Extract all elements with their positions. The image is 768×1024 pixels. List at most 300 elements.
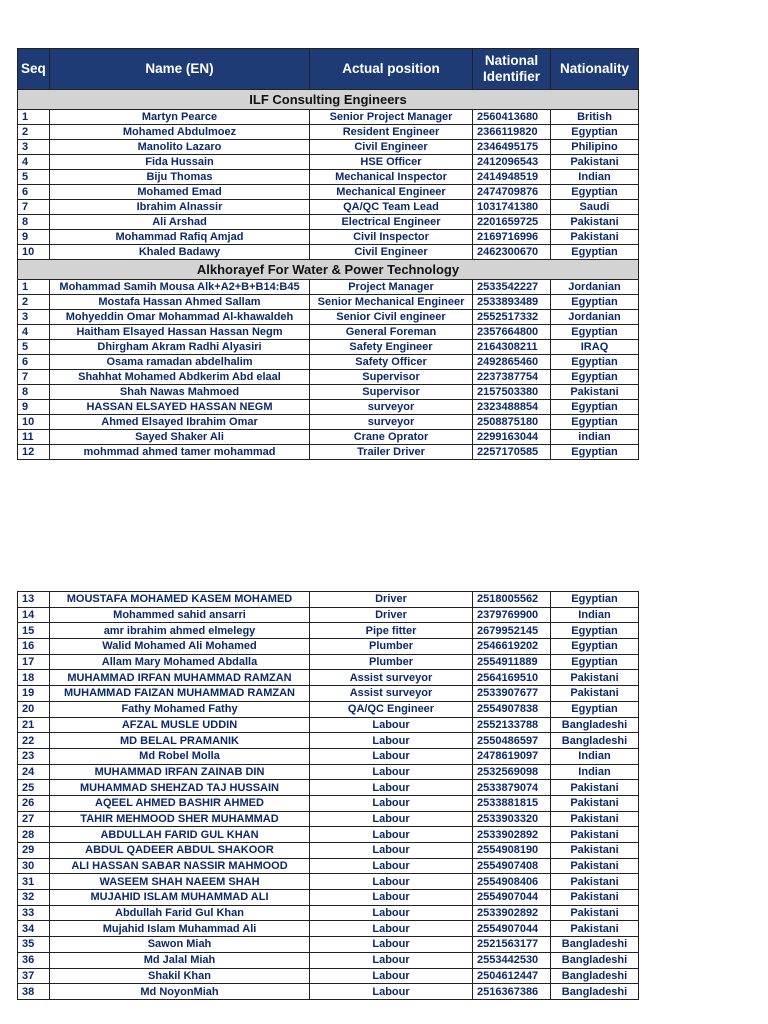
name-cell: Khaled Badawy <box>50 245 310 260</box>
table-row <box>18 400 639 415</box>
seq-cell: 19 <box>18 686 50 702</box>
table-row <box>18 701 639 717</box>
name-cell: Manolito Lazaro <box>50 140 310 155</box>
nationality-cell: Egyptian <box>551 592 639 608</box>
name-cell: Ali Arshad <box>50 215 310 230</box>
table-row <box>18 245 639 260</box>
seq-cell: 6 <box>18 355 50 370</box>
nationality-cell: Egyptian <box>551 415 639 430</box>
name-cell: MUHAMMAD IRFAN ZAINAB DIN <box>50 764 310 780</box>
seq-cell: 8 <box>18 385 50 400</box>
seq-cell: 2 <box>18 295 50 310</box>
name-cell: Mohyeddin Omar Mohammad Al-khawaldeh <box>50 310 310 325</box>
national-id-cell: 2518005562 <box>473 592 551 608</box>
name-cell: Abdullah Farid Gul Khan <box>50 905 310 921</box>
national-id-cell: 2554911889 <box>473 654 551 670</box>
national-id-cell: 2550486597 <box>473 733 551 749</box>
nationality-cell: Egyptian <box>551 370 639 385</box>
name-cell: Osama ramadan abdelhalim <box>50 355 310 370</box>
name-cell: HASSAN ELSAYED HASSAN NEGM <box>50 400 310 415</box>
table-row <box>18 170 639 185</box>
table-row <box>18 370 639 385</box>
national-id-cell: 2533907677 <box>473 686 551 702</box>
national-id-cell: 2237387754 <box>473 370 551 385</box>
name-cell: ABDULLAH FARID GUL KHAN <box>50 827 310 843</box>
nationality-cell: Pakistani <box>551 230 639 245</box>
position-cell: Labour <box>310 937 473 953</box>
table-row <box>18 355 639 370</box>
position-cell: Labour <box>310 780 473 796</box>
seq-cell: 3 <box>18 140 50 155</box>
position-cell: Labour <box>310 890 473 906</box>
position-cell: Labour <box>310 795 473 811</box>
table-row <box>18 748 639 764</box>
nationality-cell: Pakistani <box>551 780 639 796</box>
personnel-table-page-2 <box>17 591 639 1000</box>
position-cell: QA/QC Team Lead <box>310 200 473 215</box>
nationality-cell: Egyptian <box>551 623 639 639</box>
position-cell: Labour <box>310 843 473 859</box>
table-row <box>18 984 639 1000</box>
nationality-cell: Egyptian <box>551 125 639 140</box>
seq-cell: 27 <box>18 811 50 827</box>
national-id-cell: 2554907838 <box>473 701 551 717</box>
position-cell: Electrical Engineer <box>310 215 473 230</box>
seq-cell: 1 <box>18 110 50 125</box>
position-cell: Supervisor <box>310 370 473 385</box>
position-cell: Assist surveyor <box>310 670 473 686</box>
position-cell: General Foreman <box>310 325 473 340</box>
nationality-cell: Bangladeshi <box>551 717 639 733</box>
table-row <box>18 952 639 968</box>
nationality-cell: Pakistani <box>551 874 639 890</box>
national-id-cell: 2533542227 <box>473 280 551 295</box>
position-cell: Driver <box>310 592 473 608</box>
nationality-cell: Egyptian <box>551 325 639 340</box>
table-row <box>18 639 639 655</box>
national-id-cell: 2414948519 <box>473 170 551 185</box>
name-cell: Ahmed Elsayed Ibrahim Omar <box>50 415 310 430</box>
national-id-cell: 2553442530 <box>473 952 551 968</box>
position-cell: surveyor <box>310 400 473 415</box>
seq-cell: 20 <box>18 701 50 717</box>
national-id-cell: 2552517332 <box>473 310 551 325</box>
seq-cell: 12 <box>18 445 50 460</box>
nationality-cell: Pakistani <box>551 811 639 827</box>
position-cell: Trailer Driver <box>310 445 473 460</box>
seq-cell: 25 <box>18 780 50 796</box>
nationality-cell: Pakistani <box>551 921 639 937</box>
name-cell: WASEEM SHAH NAEEM SHAH <box>50 874 310 890</box>
name-cell: AFZAL MUSLE UDDIN <box>50 717 310 733</box>
position-cell: Resident Engineer <box>310 125 473 140</box>
position-cell: Civil Engineer <box>310 245 473 260</box>
name-cell: Md NoyonMiah <box>50 984 310 1000</box>
position-cell: Senior Civil engineer <box>310 310 473 325</box>
table-row <box>18 623 639 639</box>
table-row <box>18 858 639 874</box>
position-cell: Labour <box>310 921 473 937</box>
national-id-cell: 2564169510 <box>473 670 551 686</box>
nationality-cell: Pakistani <box>551 843 639 859</box>
header-name: Name (EN) <box>50 49 310 90</box>
national-id-cell: 2521563177 <box>473 937 551 953</box>
name-cell: Shah Nawas Mahmoed <box>50 385 310 400</box>
seq-cell: 37 <box>18 968 50 984</box>
position-cell: Driver <box>310 607 473 623</box>
name-cell: Walid Mohamed Ali Mohamed <box>50 639 310 655</box>
seq-cell: 8 <box>18 215 50 230</box>
table-row <box>18 968 639 984</box>
position-cell: Labour <box>310 984 473 1000</box>
national-id-cell: 2412096543 <box>473 155 551 170</box>
nationality-cell: Egyptian <box>551 185 639 200</box>
nationality-cell: Indian <box>551 170 639 185</box>
nationality-cell: Saudi <box>551 200 639 215</box>
position-cell: HSE Officer <box>310 155 473 170</box>
nationality-cell: Egyptian <box>551 355 639 370</box>
position-cell: Labour <box>310 717 473 733</box>
seq-cell: 3 <box>18 310 50 325</box>
nationality-cell: Egyptian <box>551 445 639 460</box>
seq-cell: 24 <box>18 764 50 780</box>
national-id-cell: 2516367386 <box>473 984 551 1000</box>
header-nationality: Nationality <box>551 49 639 90</box>
nationality-cell: Bangladeshi <box>551 733 639 749</box>
table-row <box>18 325 639 340</box>
name-cell: Fathy Mohamed Fathy <box>50 701 310 717</box>
nationality-cell: Bangladeshi <box>551 968 639 984</box>
national-id-cell: 2532569098 <box>473 764 551 780</box>
name-cell: amr ibrahim ahmed elmelegy <box>50 623 310 639</box>
seq-cell: 4 <box>18 155 50 170</box>
table-row <box>18 445 639 460</box>
national-id-cell: 2346495175 <box>473 140 551 155</box>
table-row <box>18 795 639 811</box>
position-cell: Labour <box>310 748 473 764</box>
national-id-cell: 2554907044 <box>473 921 551 937</box>
table-row <box>18 843 639 859</box>
seq-cell: 10 <box>18 245 50 260</box>
national-id-cell: 2164308211 <box>473 340 551 355</box>
position-cell: surveyor <box>310 415 473 430</box>
national-id-cell: 2533881815 <box>473 795 551 811</box>
nationality-cell: Egyptian <box>551 245 639 260</box>
table-row <box>18 310 639 325</box>
name-cell: Mohamed Abdulmoez <box>50 125 310 140</box>
group-header-row <box>18 260 639 280</box>
company-name: ILF Consulting Engineers <box>18 90 639 110</box>
nationality-cell: Pakistani <box>551 890 639 906</box>
national-id-cell: 2504612447 <box>473 968 551 984</box>
position-cell: Labour <box>310 874 473 890</box>
seq-cell: 31 <box>18 874 50 890</box>
nationality-cell: Pakistani <box>551 795 639 811</box>
name-cell: Md Robel Molla <box>50 748 310 764</box>
name-cell: Shakil Khan <box>50 968 310 984</box>
name-cell: MUHAMMAD IRFAN MUHAMMAD RAMZAN <box>50 670 310 686</box>
nationality-cell: Bangladeshi <box>551 937 639 953</box>
table-row <box>18 415 639 430</box>
name-cell: Sawon Miah <box>50 937 310 953</box>
position-cell: Supervisor <box>310 385 473 400</box>
name-cell: mohmmad ahmed tamer mohammad <box>50 445 310 460</box>
national-id-cell: 2533902892 <box>473 827 551 843</box>
name-cell: ABDUL QADEER ABDUL SHAKOOR <box>50 843 310 859</box>
nationality-cell: Jordanian <box>551 310 639 325</box>
header-position: Actual position <box>310 49 473 90</box>
name-cell: Mostafa Hassan Ahmed Sallam <box>50 295 310 310</box>
nationality-cell: Pakistani <box>551 905 639 921</box>
position-cell: Plumber <box>310 639 473 655</box>
national-id-cell: 2554908406 <box>473 874 551 890</box>
name-cell: AQEEL AHMED BASHIR AHMED <box>50 795 310 811</box>
name-cell: Mohammad Samih Mousa Alk+A2+B+B14:B45 <box>50 280 310 295</box>
table-row <box>18 670 639 686</box>
name-cell: Biju Thomas <box>50 170 310 185</box>
nationality-cell: Indian <box>551 607 639 623</box>
seq-cell: 29 <box>18 843 50 859</box>
name-cell: Haitham Elsayed Hassan Hassan Negm <box>50 325 310 340</box>
position-cell: Assist surveyor <box>310 686 473 702</box>
table-row <box>18 125 639 140</box>
name-cell: Ibrahim Alnassir <box>50 200 310 215</box>
name-cell: Mohammad Rafiq Amjad <box>50 230 310 245</box>
table-row <box>18 340 639 355</box>
national-id-cell: 2679952145 <box>473 623 551 639</box>
seq-cell: 21 <box>18 717 50 733</box>
seq-cell: 14 <box>18 607 50 623</box>
table-row <box>18 592 639 608</box>
table-row <box>18 280 639 295</box>
table-row <box>18 764 639 780</box>
table-row <box>18 185 639 200</box>
position-cell: Labour <box>310 968 473 984</box>
nationality-cell: Indian <box>551 748 639 764</box>
position-cell: Labour <box>310 952 473 968</box>
national-id-cell: 2299163044 <box>473 430 551 445</box>
nationality-cell: Jordanian <box>551 280 639 295</box>
position-cell: Labour <box>310 905 473 921</box>
seq-cell: 28 <box>18 827 50 843</box>
national-id-cell: 2357664800 <box>473 325 551 340</box>
national-id-cell: 2560413680 <box>473 110 551 125</box>
position-cell: Safety Engineer <box>310 340 473 355</box>
name-cell: MOUSTAFA MOHAMED KASEM MOHAMED <box>50 592 310 608</box>
seq-cell: 26 <box>18 795 50 811</box>
table-row <box>18 890 639 906</box>
seq-cell: 13 <box>18 592 50 608</box>
national-id-cell: 2546619202 <box>473 639 551 655</box>
nationality-cell: Pakistani <box>551 858 639 874</box>
table-row <box>18 686 639 702</box>
table-row <box>18 230 639 245</box>
seq-cell: 34 <box>18 921 50 937</box>
table-row <box>18 607 639 623</box>
position-cell: Senior Mechanical Engineer <box>310 295 473 310</box>
seq-cell: 15 <box>18 623 50 639</box>
national-id-cell: 2169716996 <box>473 230 551 245</box>
nationality-cell: Pakistani <box>551 215 639 230</box>
seq-cell: 9 <box>18 400 50 415</box>
national-id-cell: 1031741380 <box>473 200 551 215</box>
name-cell: Mujahid Islam Muhammad Ali <box>50 921 310 937</box>
national-id-cell: 2533902892 <box>473 905 551 921</box>
position-cell: Mechanical Inspector <box>310 170 473 185</box>
national-id-cell: 2366119820 <box>473 125 551 140</box>
nationality-cell: Pakistani <box>551 670 639 686</box>
national-id-cell: 2533903320 <box>473 811 551 827</box>
table-row <box>18 200 639 215</box>
position-cell: Plumber <box>310 654 473 670</box>
table-row <box>18 295 639 310</box>
group-header-row <box>18 90 639 110</box>
seq-cell: 6 <box>18 185 50 200</box>
national-id-cell: 2474709876 <box>473 185 551 200</box>
name-cell: Shahhat Mohamed Abdkerim Abd elaal <box>50 370 310 385</box>
company-name: Alkhorayef For Water & Power Technology <box>18 260 639 280</box>
nationality-cell: Egyptian <box>551 701 639 717</box>
nationality-cell: Philipino <box>551 140 639 155</box>
seq-cell: 18 <box>18 670 50 686</box>
national-id-cell: 2201659725 <box>473 215 551 230</box>
position-cell: Labour <box>310 733 473 749</box>
nationality-cell: Pakistani <box>551 827 639 843</box>
name-cell: TAHIR MEHMOOD SHER MUHAMMAD <box>50 811 310 827</box>
header-row <box>18 49 639 90</box>
seq-cell: 36 <box>18 952 50 968</box>
seq-cell: 7 <box>18 200 50 215</box>
seq-cell: 16 <box>18 639 50 655</box>
name-cell: MUJAHID ISLAM MUHAMMAD ALI <box>50 890 310 906</box>
nationality-cell: Bangladeshi <box>551 984 639 1000</box>
national-id-cell: 2554907044 <box>473 890 551 906</box>
seq-cell: 22 <box>18 733 50 749</box>
seq-cell: 9 <box>18 230 50 245</box>
position-cell: Crane Oprator <box>310 430 473 445</box>
table-row <box>18 110 639 125</box>
name-cell: MUHAMMAD SHEHZAD TAJ HUSSAIN <box>50 780 310 796</box>
nationality-cell: Egyptian <box>551 400 639 415</box>
national-id-cell: 2379769900 <box>473 607 551 623</box>
name-cell: MUHAMMAD FAIZAN MUHAMMAD RAMZAN <box>50 686 310 702</box>
nationality-cell: British <box>551 110 639 125</box>
table-row <box>18 905 639 921</box>
seq-cell: 35 <box>18 937 50 953</box>
name-cell: Mohammed sahid ansarri <box>50 607 310 623</box>
position-cell: Pipe fitter <box>310 623 473 639</box>
table-row <box>18 385 639 400</box>
header-seq: Seq <box>18 49 50 90</box>
national-id-cell: 2462300670 <box>473 245 551 260</box>
name-cell: Md Jalal Miah <box>50 952 310 968</box>
national-id-cell: 2533893489 <box>473 295 551 310</box>
name-cell: Mohamed Emad <box>50 185 310 200</box>
header-national-identifier: National Identifier <box>473 49 551 90</box>
table-row <box>18 717 639 733</box>
name-cell: ALI HASSAN SABAR NASSIR MAHMOOD <box>50 858 310 874</box>
position-cell: Labour <box>310 764 473 780</box>
position-cell: Mechanical Engineer <box>310 185 473 200</box>
seq-cell: 33 <box>18 905 50 921</box>
nationality-cell: Pakistani <box>551 155 639 170</box>
national-id-cell: 2478619097 <box>473 748 551 764</box>
nationality-cell: Indian <box>551 764 639 780</box>
national-id-cell: 2323488854 <box>473 400 551 415</box>
table-row <box>18 811 639 827</box>
table-row <box>18 140 639 155</box>
national-id-cell: 2552133788 <box>473 717 551 733</box>
nationality-cell: IRAQ <box>551 340 639 355</box>
position-cell: Labour <box>310 827 473 843</box>
seq-cell: 10 <box>18 415 50 430</box>
name-cell: Allam Mary Mohamed Abdalla <box>50 654 310 670</box>
position-cell: Safety Officer <box>310 355 473 370</box>
seq-cell: 5 <box>18 170 50 185</box>
table-row <box>18 827 639 843</box>
name-cell: Sayed Shaker Ali <box>50 430 310 445</box>
table-row <box>18 937 639 953</box>
table-row <box>18 654 639 670</box>
national-id-cell: 2257170585 <box>473 445 551 460</box>
table-row <box>18 215 639 230</box>
national-id-cell: 2554907408 <box>473 858 551 874</box>
national-id-cell: 2533879074 <box>473 780 551 796</box>
position-cell: QA/QC Engineer <box>310 701 473 717</box>
table-row <box>18 874 639 890</box>
national-id-cell: 2157503380 <box>473 385 551 400</box>
position-cell: Project Manager <box>310 280 473 295</box>
seq-cell: 17 <box>18 654 50 670</box>
seq-cell: 5 <box>18 340 50 355</box>
nationality-cell: Egyptian <box>551 295 639 310</box>
table-row <box>18 780 639 796</box>
national-id-cell: 2508875180 <box>473 415 551 430</box>
position-cell: Civil Engineer <box>310 140 473 155</box>
name-cell: Fida Hussain <box>50 155 310 170</box>
name-cell: Dhirgham Akram Radhi Alyasiri <box>50 340 310 355</box>
seq-cell: 30 <box>18 858 50 874</box>
nationality-cell: Egyptian <box>551 639 639 655</box>
position-cell: Civil Inspector <box>310 230 473 245</box>
name-cell: MD BELAL PRAMANIK <box>50 733 310 749</box>
national-id-cell: 2554908190 <box>473 843 551 859</box>
national-id-cell: 2492865460 <box>473 355 551 370</box>
seq-cell: 11 <box>18 430 50 445</box>
table-row <box>18 733 639 749</box>
seq-cell: 7 <box>18 370 50 385</box>
table-row <box>18 155 639 170</box>
position-cell: Labour <box>310 858 473 874</box>
nationality-cell: Bangladeshi <box>551 952 639 968</box>
nationality-cell: Egyptian <box>551 654 639 670</box>
seq-cell: 1 <box>18 280 50 295</box>
personnel-table-page-1 <box>17 48 639 460</box>
position-cell: Senior Project Manager <box>310 110 473 125</box>
seq-cell: 32 <box>18 890 50 906</box>
nationality-cell: indian <box>551 430 639 445</box>
nationality-cell: Pakistani <box>551 686 639 702</box>
nationality-cell: Pakistani <box>551 385 639 400</box>
seq-cell: 2 <box>18 125 50 140</box>
table-row <box>18 921 639 937</box>
position-cell: Labour <box>310 811 473 827</box>
seq-cell: 4 <box>18 325 50 340</box>
seq-cell: 23 <box>18 748 50 764</box>
name-cell: Martyn Pearce <box>50 110 310 125</box>
table-row <box>18 430 639 445</box>
seq-cell: 38 <box>18 984 50 1000</box>
